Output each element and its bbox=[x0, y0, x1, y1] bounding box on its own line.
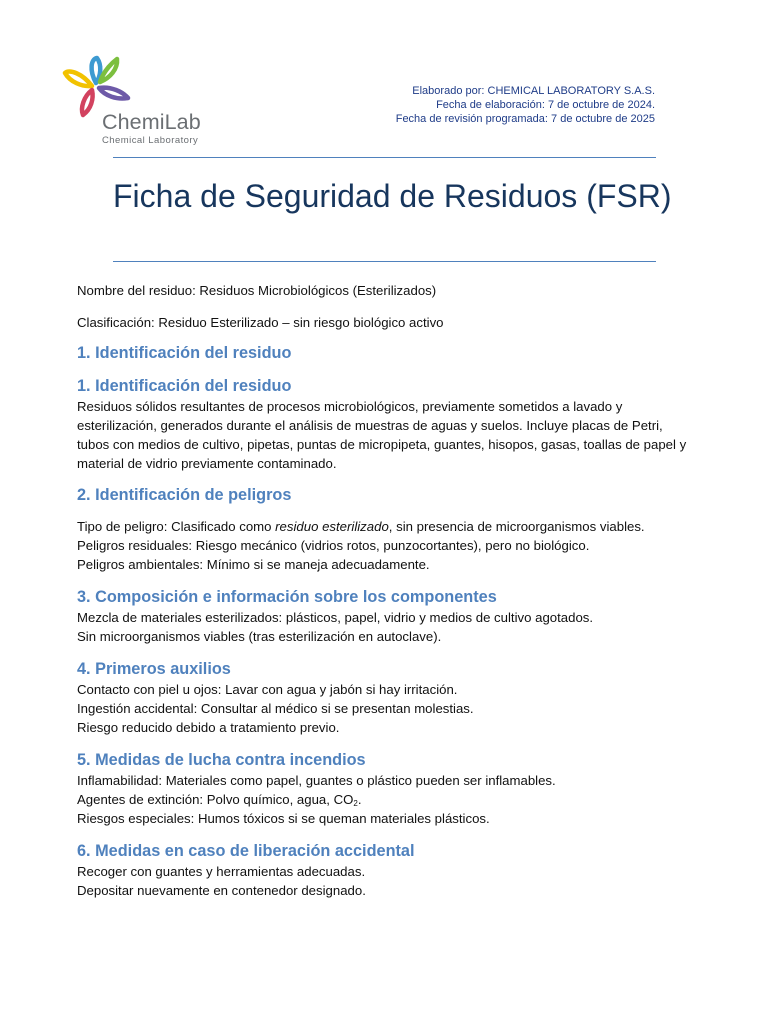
document-body bbox=[77, 281, 697, 900]
fire-line-1: Inflamabilidad: Materiales como papel, guantes o plástico pueden ser inflamables. bbox=[77, 773, 556, 788]
first-aid-line-2: Ingestión accidental: Consultar al médico si se presentan molestias. bbox=[77, 701, 474, 716]
fire-line-2 bbox=[77, 790, 697, 809]
fire-line-2-subscript: 2 bbox=[353, 799, 358, 808]
logo-subtitle: Chemical Laboratory bbox=[102, 135, 199, 146]
release-line-2: Depositar nuevamente en contenedor designado. bbox=[77, 883, 366, 898]
elaboration-date: Fecha de elaboración: 7 de octubre de 2024. bbox=[436, 99, 655, 111]
document-title: Ficha de Seguridad de Residuos (FSR) bbox=[113, 178, 672, 214]
waste-classification: Clasificación: Residuo Esterilizado – sin riesgo biológico activo bbox=[77, 315, 444, 330]
hazard-type-suffix: , sin presencia de microorganismos viables. bbox=[388, 519, 645, 534]
elaborated-by: Elaborado por: CHEMICAL LABORATORY S.A.S. bbox=[412, 85, 655, 97]
composition-line-1: Mezcla de materiales esterilizados: plásticos, papel, vidrio y medios de cultivo agotados. bbox=[77, 610, 594, 625]
company-logo bbox=[60, 52, 210, 148]
first-aid-line-1: Contacto con piel u ojos: Lavar con agua y jabón si hay irritación. bbox=[77, 682, 458, 697]
logo-petal-yellow bbox=[65, 72, 92, 87]
hazard-type-prefix: Tipo de peligro: Clasificado como bbox=[77, 519, 276, 534]
section-4-heading: 4. Primeros auxilios bbox=[77, 660, 231, 678]
revision-date: Fecha de revisión programada: 7 de octubre de 2025 bbox=[395, 113, 655, 125]
header-divider bbox=[113, 157, 656, 158]
composition-line-2: Sin microorganismos viables (tras esterilización en autoclave). bbox=[77, 629, 442, 644]
fire-line-2-prefix: Agentes de extinción: Polvo químico, agua, CO bbox=[77, 792, 354, 807]
section-6-heading: 6. Medidas en caso de liberación accidental bbox=[77, 842, 415, 860]
section-1-heading-repeat: 1. Identificación del residuo bbox=[77, 377, 292, 395]
logo-petal-red bbox=[82, 90, 93, 115]
first-aid-line-3: Riesgo reducido debido a tratamiento previo. bbox=[77, 720, 340, 735]
logo-petal-purple bbox=[99, 88, 128, 99]
hazard-type bbox=[77, 517, 697, 536]
fire-line-2-suffix: . bbox=[357, 792, 362, 807]
section-1-heading: 1. Identificación del residuo bbox=[77, 344, 292, 362]
hazard-type-emphasis: residuo esterilizado bbox=[275, 519, 389, 534]
hazard-residual: Peligros residuales: Riesgo mecánico (vidrios rotos, punzocortantes), pero no biológico. bbox=[77, 538, 590, 553]
section-1-body: Residuos sólidos resultantes de procesos microbiológicos, previamente sometidos a lavado y esterilización, generados durante el análisis de muestras de aguas y suelos. Incluye placas de Petri, tubos con medios de cultivo, pipetas, puntas de micropipeta, guantes, hisopos, gasas, toallas de papel y material de vidrio previamente contaminado. bbox=[77, 399, 687, 471]
section-2-heading: 2. Identificación de peligros bbox=[77, 486, 292, 504]
waste-name: Nombre del residuo: Residuos Microbiológicos (Esterilizados) bbox=[77, 283, 437, 298]
release-line-1: Recoger con guantes y herramientas adecuadas. bbox=[77, 864, 366, 879]
fire-line-3: Riesgos especiales: Humos tóxicos si se queman materiales plásticos. bbox=[77, 811, 490, 826]
section-3-heading: 3. Composición e información sobre los componentes bbox=[77, 588, 497, 606]
logo-petal-green bbox=[100, 59, 117, 82]
hazard-environmental: Peligros ambientales: Mínimo si se maneja adecuadamente. bbox=[77, 557, 430, 572]
section-5-heading: 5. Medidas de lucha contra incendios bbox=[77, 751, 366, 769]
logo-name: ChemiLab bbox=[102, 110, 201, 134]
title-divider bbox=[113, 261, 656, 262]
header-metadata bbox=[396, 84, 655, 126]
